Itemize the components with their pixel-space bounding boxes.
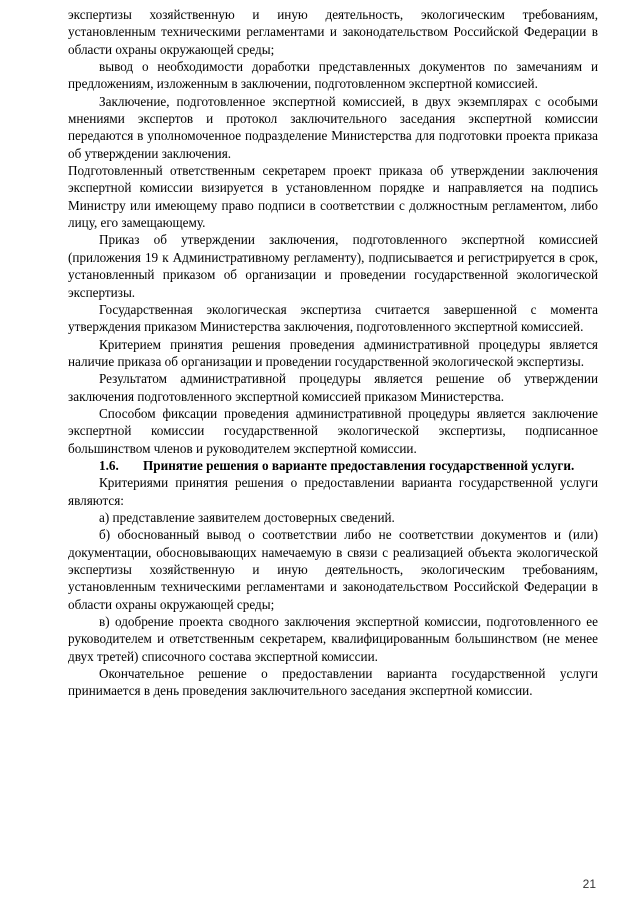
paragraph: Подготовленный ответственным секретарем проект приказа об утверждении заключения экспертной комиссии визируется в установленном порядке и направляется на подпись Министру или имеющему право подписи в соответствии с должностным регламентом, либо лицу, его замещающему. — [68, 163, 598, 231]
paragraph: Результатом административной процедуры является решение об утверждении заключения подготовленного экспертной комиссией приказом Министерства. — [68, 371, 598, 404]
paragraph: Приказ об утверждении заключения, подготовленного экспертной комиссией (приложения 19 к Административному регламенту), подписывается и регистрируется в срок, установленный приказом об организации и проведении государственной экологической экспертизы. — [68, 232, 598, 300]
list-item: а) представление заявителем достоверных сведений. — [99, 509, 395, 525]
paragraph: Критерием принятия решения проведения административной процедуры является наличие приказа об организации и проведении государственной экологической экспертизы. — [68, 336, 598, 369]
paragraph: вывод о необходимости доработки представленных документов по замечаниям и предложениям, изложенным в заключении, подготовленном экспертной комиссией. — [68, 59, 598, 92]
list-item: в) одобрение проекта сводного заключения экспертной комиссии, подготовленного ее руководителем и ответственным секретарем, квалифицированным большинством (не менее двух третей) списочного состава экспертной комиссии. — [68, 614, 598, 664]
section-number: 1.6. — [99, 457, 119, 473]
list-item: б) обоснованный вывод о соответствии либо не соответствии документов и (или) документации, обосновывающих намечаемую в связи с реализацией объекта экологической экспертизы хозяйственную и иную деятельность, экологическим требованиям, установленным техническими регламентами и законодательством Российской Федерации в области охраны окружающей среды; — [68, 527, 598, 612]
paragraph: Окончательное решение о предоставлении варианта государственной услуги принимается в день проведения заключительного заседания экспертной комиссии. — [68, 666, 598, 699]
paragraph: Заключение, подготовленное экспертной комиссией, в двух экземплярах с особыми мнениями экспертов и протокол заключительного заседания экспертной комиссии передаются в уполномоченное подразделение Министерства для подготовки проекта приказа об утверждении заключения. — [68, 93, 598, 161]
paragraph: Критериями принятия решения о предоставлении варианта государственной услуги являются: — [68, 475, 598, 508]
document-body — [68, 6, 598, 700]
paragraph: экспертизы хозяйственную и иную деятельность, экологическим требованиям, установленным техническими регламентами и законодательством Российской Федерации в области охраны окружающей среды; — [68, 7, 598, 57]
section-title: Принятие решения о варианте предоставления государственной услуги. — [143, 457, 575, 473]
paragraph: Способом фиксации проведения административной процедуры является заключение экспертной комиссии государственной экологической экспертизы, подписанное большинством членов и руководителем экспертной комиссии. — [68, 405, 598, 456]
section-heading — [68, 457, 598, 474]
paragraph: Государственная экологическая экспертиза считается завершенной с момента утверждения приказом Министерства заключения, подготовленного экспертной комиссией. — [68, 301, 598, 335]
page-number: 21 — [582, 877, 596, 891]
